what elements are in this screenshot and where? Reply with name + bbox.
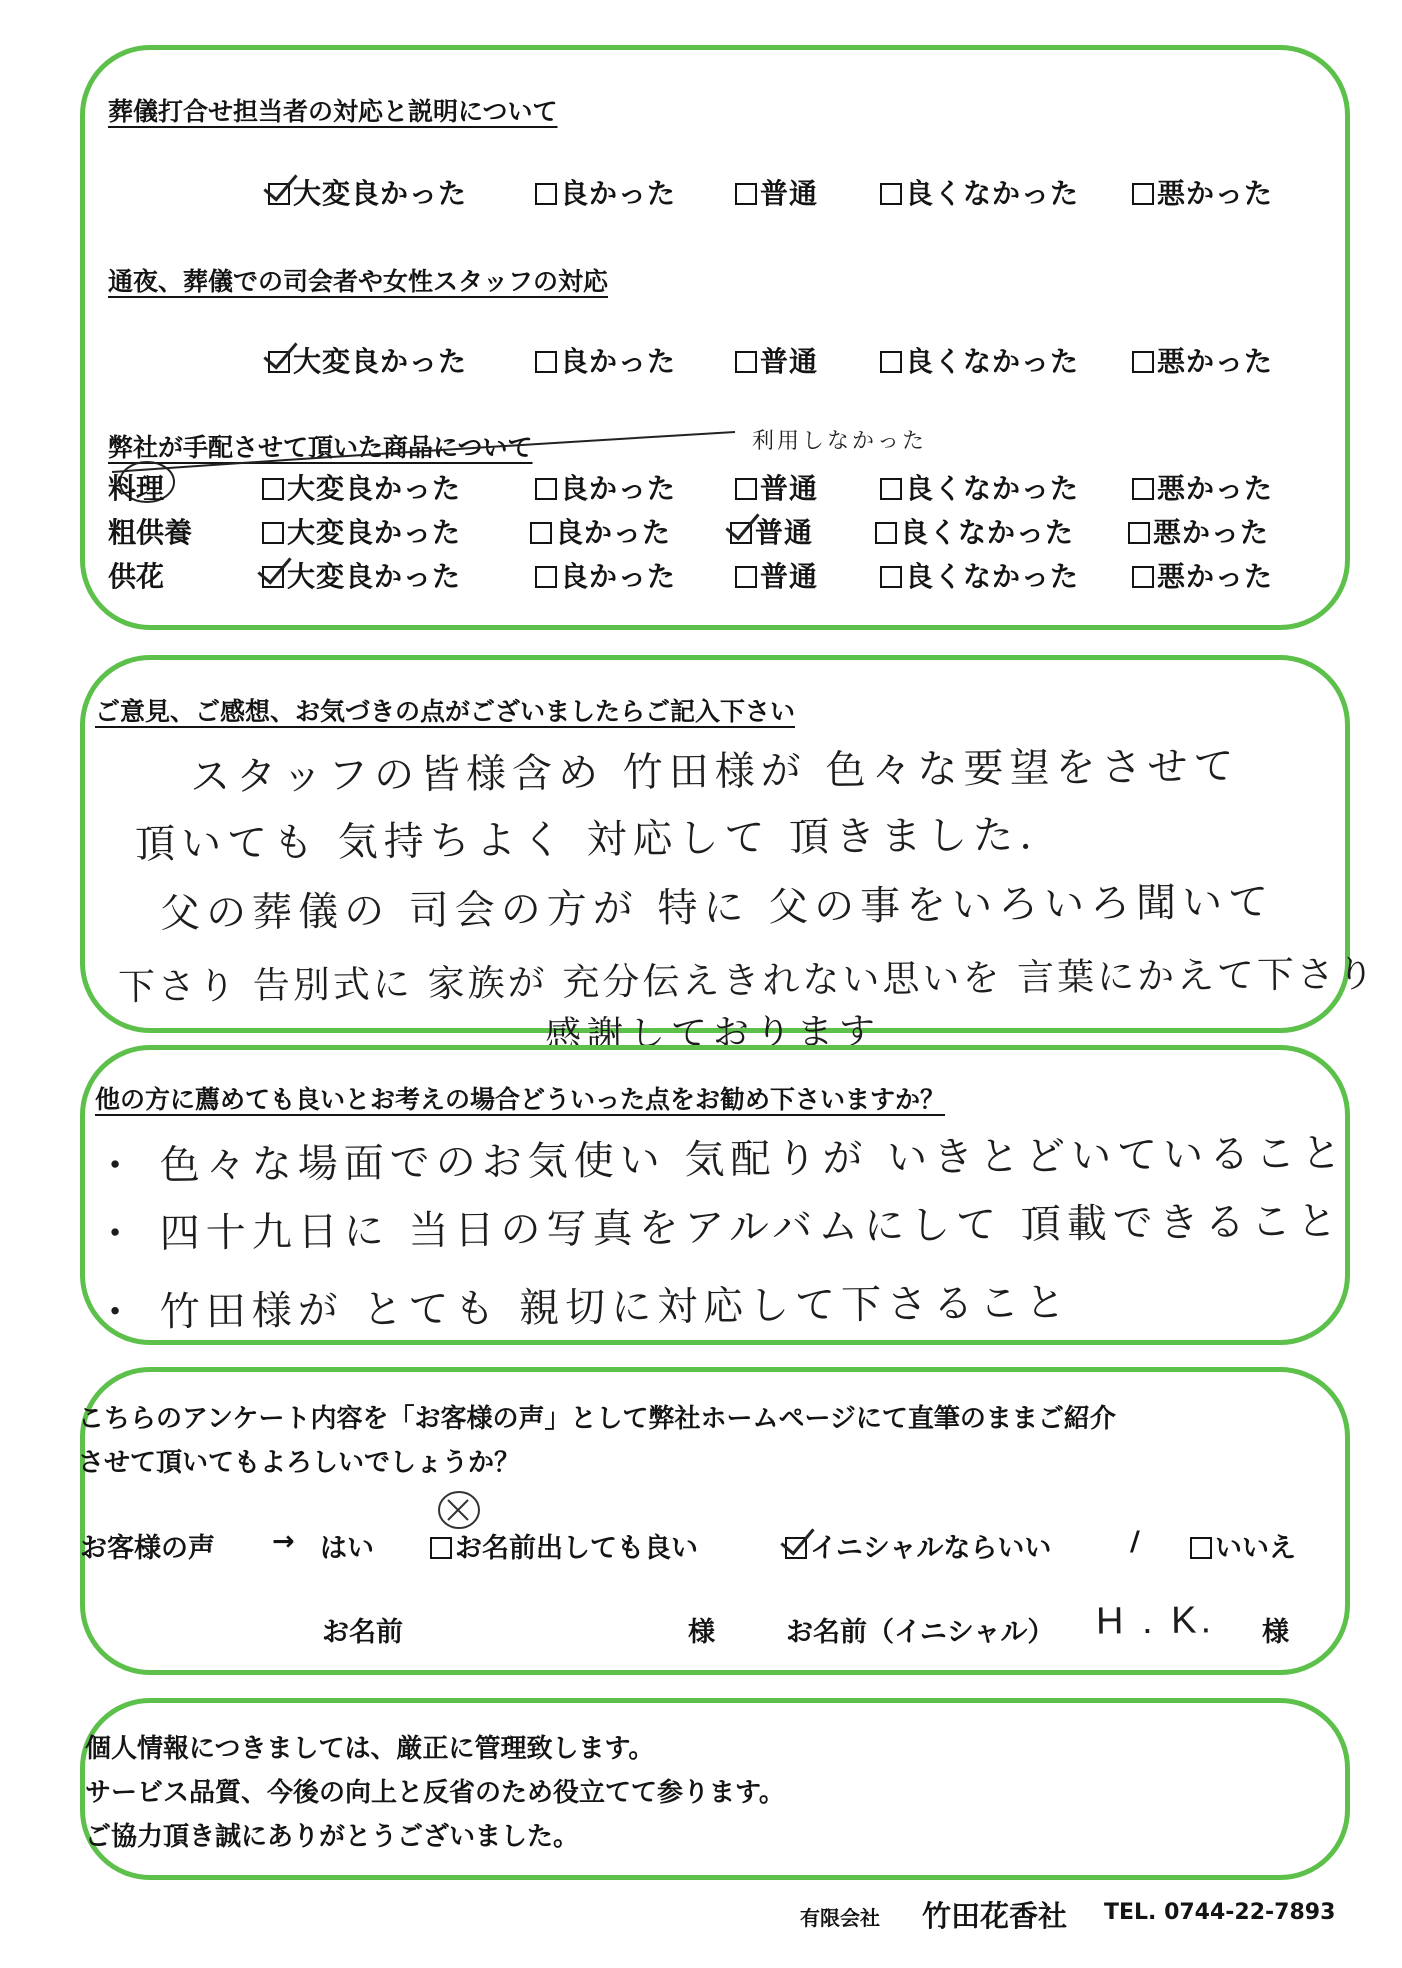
gift-option-normal[interactable]: 普通 (730, 511, 813, 551)
checkbox-icon[interactable] (880, 183, 902, 205)
privacy-line-2: サービス品質、今後の向上と反省のため役立てて参ります。 (85, 1778, 785, 1808)
gift-option-bad[interactable]: 悪かった (1128, 511, 1269, 551)
q2-option-not-good[interactable]: 良くなかった (880, 340, 1079, 380)
privacy-line-3: ご協力頂き誠にありがとうございました。 (85, 1822, 580, 1852)
checkbox-icon[interactable] (535, 351, 557, 373)
q2-option-good[interactable]: 良かった (535, 340, 676, 380)
company-tel: TEL. 0744-22-7893 (1104, 1900, 1336, 1925)
q2-option-very-good[interactable]: 大変良かった (268, 340, 467, 380)
cuisine-option-good[interactable]: 良かった (535, 467, 676, 507)
recommendation-line-3: ・ 竹田様が とても 親切に対応して下さること (94, 1279, 1072, 1337)
name-sama-label: 様 (688, 1617, 715, 1648)
company-type: 有限会社 (800, 1906, 880, 1930)
comment-line-3: 父の葬儀の 司会の方が 特に 父の事をいろいろ聞いて (159, 879, 1275, 937)
checkbox-icon[interactable] (880, 478, 902, 500)
consent-question-line-2: させて頂いてもよろしいでしょうか？ (78, 1448, 521, 1478)
q1-option-not-good[interactable]: 良くなかった (880, 172, 1079, 212)
comment-line-2: 頂いても 気持ちよく 対応して 頂きました. (134, 812, 1039, 868)
initial-name-value: H . K. (1095, 1599, 1216, 1643)
checkbox-icon[interactable] (735, 183, 757, 205)
checkbox-checked-icon[interactable] (785, 1537, 807, 1559)
checkbox-icon[interactable] (530, 522, 552, 544)
q1-option-good[interactable]: 良かった (535, 172, 676, 212)
checkbox-icon[interactable] (1190, 1537, 1212, 1559)
checkbox-icon[interactable] (1132, 478, 1154, 500)
comment-line-5: 感謝しております (544, 1011, 882, 1056)
checkbox-icon[interactable] (735, 478, 757, 500)
comment-line-1: スタッフの皆様含め 竹田様が 色々な要望をさせて (189, 743, 1240, 801)
option-initial-only[interactable]: イニシャルならいい (785, 1526, 1051, 1565)
q2-option-normal[interactable]: 普通 (735, 340, 818, 380)
checkbox-crossed-icon[interactable] (430, 1537, 452, 1559)
row-label-cuisine: 料理 (108, 472, 165, 505)
gift-option-good[interactable]: 良かった (530, 511, 671, 551)
checkbox-icon[interactable] (1132, 351, 1154, 373)
q3-handwritten-note: 利用しなかった (752, 429, 928, 454)
gift-option-very-good[interactable]: 大変良かった (262, 511, 461, 551)
option-publish-name[interactable]: お名前出しても良い (430, 1526, 698, 1565)
checkbox-icon[interactable] (262, 478, 284, 500)
arrow-right-icon: → (272, 1526, 295, 1557)
checkbox-icon[interactable] (1128, 522, 1150, 544)
comments-title: ご意見、ご感想、お気づきの点がございましたらご記入下さい (95, 697, 796, 726)
checkbox-icon[interactable] (535, 183, 557, 205)
checkbox-icon[interactable] (875, 522, 897, 544)
cuisine-option-not-good[interactable]: 良くなかった (880, 467, 1079, 507)
initial-sama-label: 様 (1262, 1617, 1289, 1648)
q2-option-bad[interactable]: 悪かった (1132, 340, 1273, 380)
flowers-option-good[interactable]: 良かった (535, 555, 676, 595)
flowers-option-normal[interactable]: 普通 (735, 555, 818, 595)
option-no[interactable]: いいえ (1190, 1526, 1296, 1565)
q2-title: 通夜、葬儀での司会者や女性スタッフの対応 (108, 267, 609, 296)
cuisine-option-bad[interactable]: 悪かった (1132, 467, 1273, 507)
checkbox-icon[interactable] (1132, 566, 1154, 588)
checkbox-icon[interactable] (735, 566, 757, 588)
checkbox-icon[interactable] (880, 566, 902, 588)
row-label-flowers: 供花 (108, 560, 165, 593)
q1-option-normal[interactable]: 普通 (735, 172, 818, 212)
row-label-return-gift: 粗供養 (108, 516, 193, 549)
yes-label: はい (320, 1533, 374, 1564)
flowers-option-very-good[interactable]: 大変良かった (262, 555, 461, 595)
q3-title: 弊社が手配させて頂いた商品について (108, 433, 533, 462)
name-label: お名前 (322, 1617, 403, 1648)
flowers-option-not-good[interactable]: 良くなかった (880, 555, 1079, 595)
recommendation-line-1: ・ 色々な場面でのお気使い 気配りが いきとどいていること (94, 1130, 1348, 1190)
company-name: 竹田花香社 (922, 1899, 1068, 1933)
checkbox-icon[interactable] (880, 351, 902, 373)
gift-option-not-good[interactable]: 良くなかった (875, 511, 1074, 551)
consent-question-line-1: こちらのアンケート内容を「お客様の声」として弊社ホームページにて直筆のままご紹介 (78, 1404, 1116, 1434)
checkbox-checked-icon[interactable] (730, 522, 752, 544)
comment-line-4: 下さり 告別式に 家族が 充分伝えきれない思いを 言葉にかえて下さり (117, 952, 1378, 1009)
checkbox-checked-icon[interactable] (268, 351, 290, 373)
cuisine-option-very-good[interactable]: 大変良かった (262, 467, 461, 507)
checkbox-checked-icon[interactable] (262, 566, 284, 588)
option-separator: / (1130, 1526, 1140, 1557)
q1-option-very-good[interactable]: 大変良かった (268, 172, 467, 212)
checkbox-icon[interactable] (1132, 183, 1154, 205)
privacy-line-1: 個人情報につきましては、厳正に管理致します。 (85, 1734, 655, 1764)
checkbox-icon[interactable] (535, 478, 557, 500)
recommendation-line-2: ・ 四十九日に 当日の写真をアルバムにして 頂載できること (94, 1198, 1343, 1258)
customer-voice-label: お客様の声 (80, 1533, 215, 1564)
q1-option-bad[interactable]: 悪かった (1132, 172, 1273, 212)
recommendation-title: 他の方に薦めても良いとお考えの場合どういった点をお勧め下さいますか？ (95, 1085, 946, 1114)
checkbox-icon[interactable] (535, 566, 557, 588)
name-blank-field[interactable] (420, 1640, 680, 1642)
flowers-option-bad[interactable]: 悪かった (1132, 555, 1273, 595)
initial-name-label: お名前（イニシャル） (786, 1617, 1055, 1648)
checkbox-icon[interactable] (262, 522, 284, 544)
checkbox-icon[interactable] (735, 351, 757, 373)
q1-title: 葬儀打合せ担当者の対応と説明について (108, 97, 558, 126)
cuisine-option-normal[interactable]: 普通 (735, 467, 818, 507)
checkbox-checked-icon[interactable] (268, 183, 290, 205)
